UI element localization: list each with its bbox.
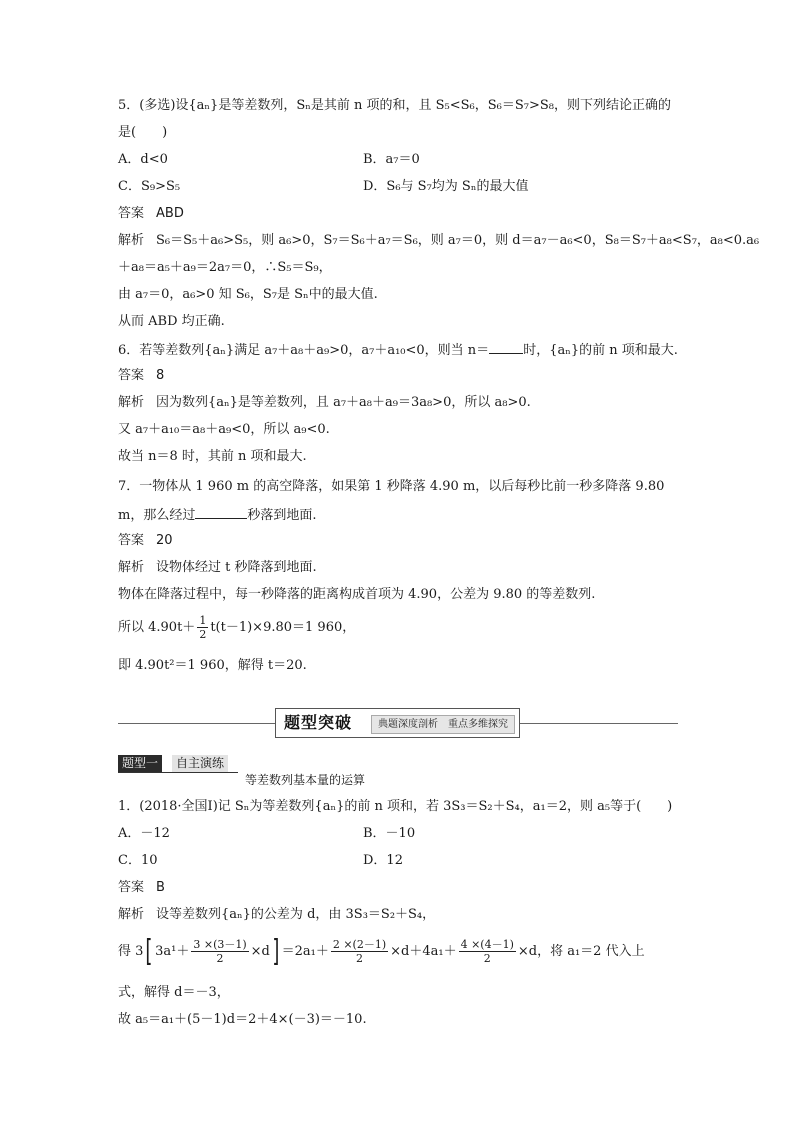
q1-answer-row: [118, 879, 165, 897]
q5-analysis-line4: 从而 ABD 均正确.: [118, 314, 225, 329]
q1-fraction-1: [191, 938, 248, 965]
q6-stem-after: 时，{aₙ}的前 n 项和最大.: [523, 343, 678, 358]
q1-fraction-2: [331, 938, 388, 965]
q1-f1-num: 3 ×(3－1): [193, 938, 247, 951]
q7-stem-before: m，那么经过: [118, 508, 196, 523]
q1-answer: B: [156, 880, 165, 895]
q1-option-d: D．12: [363, 853, 403, 868]
q1-eq-t4: ×d＋4a₁＋: [390, 944, 457, 959]
q1-option-b: B．－10: [363, 826, 416, 841]
section-banner: [275, 708, 520, 738]
q7-analysis-line4: 即 4.90t²＝1 960，解得 t＝20.: [118, 658, 307, 673]
answer-label: 答案: [118, 368, 145, 383]
q5-stem-line2: 是( ): [118, 125, 168, 140]
q5-stem-line1: 5．(多选)设{aₙ}是等差数列，Sₙ是其前 n 项的和，且 S₅<S₆，S₆＝S₇>S₈，则下列结论正确的: [118, 98, 672, 113]
q6-analysis-text1: 因为数列{aₙ}是等差数列，且 a₇＋a₈＋a₉＝3a₈>0，所以 a₈>0.: [156, 395, 531, 410]
q1-f2-den: 2: [355, 952, 363, 965]
left-bracket-icon: [: [145, 933, 153, 969]
q5-option-c: C．S₉>S₅: [118, 179, 181, 194]
q1-analysis-line4: 故 a₅＝a₁＋(5－1)d＝2＋4×(－3)＝－10.: [118, 1012, 367, 1027]
q6-analysis-line3: 故当 n＝8 时，其前 n 项和最大.: [118, 449, 307, 464]
q5-answer: ABD: [156, 206, 184, 221]
q7-analysis-line1: [118, 559, 317, 577]
q1-analysis-text1: 设等差数列{aₙ}的公差为 d，由 3S₃＝S₂＋S₄，: [156, 907, 436, 922]
q5-option-b: B．a₇＝0: [363, 152, 420, 167]
q1-eq-lead: 得 3: [118, 944, 144, 959]
q7-stem-line1: 7．一物体从 1 960 m 的高空降落，如果第 1 秒降落 4.90 m，以后每秒比前一秒多降落 9.80: [118, 479, 665, 494]
q7-frac-den: 2: [199, 628, 207, 641]
q7-stem-line2: [118, 505, 316, 525]
q6-stem-before: 6．若等差数列{aₙ}满足 a₇＋a₈＋a₉>0，a₇＋a₁₀<0，则当 n＝: [118, 343, 490, 358]
q7-eq-prefix: 所以 4.90t＋: [118, 620, 196, 635]
q1-stem: 1．(2018·全国Ⅰ)记 Sₙ为等差数列{aₙ}的前 n 项和，若 3S₃＝S₂＋S₄，a₁＝2，则 a₅等于( ): [118, 799, 673, 814]
q1-f3-num: 4 ×(4－1): [460, 938, 514, 951]
q5-option-d: D．S₆与 S₇均为 Sₙ的最大值: [363, 179, 529, 194]
q7-answer-row: [118, 532, 173, 550]
section-title: 题型突破: [284, 713, 353, 732]
q7-frac-num: 1: [199, 614, 207, 627]
topic-heading: 等差数列基本量的运算: [245, 773, 366, 787]
q1-fraction-3: [459, 938, 516, 965]
q1-option-a: A．－12: [118, 826, 170, 841]
q7-equation: [118, 614, 355, 641]
q1-eq-t1: 3a¹＋: [155, 944, 190, 959]
q7-fraction: [197, 614, 208, 641]
answer-label: 答案: [118, 533, 145, 548]
q5-option-a: A．d<0: [118, 152, 168, 167]
q1-analysis-line1: [118, 906, 435, 924]
q6-answer-row: [118, 367, 164, 385]
q6-blank: [489, 340, 523, 354]
section-subtitle: 典题深度剖析 重点多维探究: [371, 715, 515, 734]
q1-equation: [118, 934, 645, 970]
q6-analysis-line1: [118, 394, 531, 412]
q1-eq-t3: ＝2a₁＋: [281, 944, 329, 959]
analysis-label: 解析: [118, 907, 145, 922]
topic-tag-number: 题型一: [118, 755, 162, 772]
q7-eq-suffix: t(t－1)×9.80＝1 960，: [210, 620, 356, 635]
q1-option-c: C．10: [118, 853, 158, 868]
q1-eq-t2: ×d: [250, 944, 270, 959]
q6-analysis-line2: 又 a₇＋a₁₀＝a₈＋a₉<0，所以 a₉<0.: [118, 422, 330, 437]
topic-tag-label: 自主演练: [172, 755, 228, 772]
q5-analysis-line1: [118, 232, 759, 250]
q7-answer: 20: [156, 533, 173, 548]
answer-label: 答案: [118, 206, 145, 221]
q7-stem-after: 秒落到地面.: [247, 508, 317, 523]
q5-analysis-line3: 由 a₇＝0，a₆>0 知 S₆，S₇是 Sₙ中的最大值.: [118, 287, 378, 302]
answer-label: 答案: [118, 880, 145, 895]
q5-analysis-text1: S₆＝S₅＋a₆>S₅，则 a₆>0，S₇＝S₆＋a₇＝S₆，则 a₇＝0，则 d＝a₇－a₆<0，S₈＝S₇＋a₈<S₇，a₈<0.a₆: [156, 233, 760, 248]
q7-analysis-text1: 设物体经过 t 秒降落到地面.: [156, 560, 317, 575]
q1-f3-den: 2: [483, 952, 491, 965]
q5-answer-row: [118, 205, 184, 223]
analysis-label: 解析: [118, 395, 145, 410]
analysis-label: 解析: [118, 560, 145, 575]
q1-eq-t5: ×d，将 a₁＝2 代入上: [517, 944, 645, 959]
topic-tag: [118, 755, 238, 773]
right-bracket-icon: ]: [272, 933, 280, 969]
q1-f1-den: 2: [216, 952, 224, 965]
q6-stem: [118, 340, 678, 360]
q7-analysis-line2: 物体在降落过程中，每一秒降落的距离构成首项为 4.90，公差为 9.80 的等差数列.: [118, 587, 596, 602]
analysis-label: 解析: [118, 233, 145, 248]
q1-f2-num: 2 ×(2－1): [332, 938, 387, 951]
q7-blank: [195, 505, 247, 519]
q1-analysis-line3: 式，解得 d＝－3，: [118, 985, 230, 1000]
q5-analysis-line2: ＋a₈＝a₅＋a₉＝2a₇＝0，∴S₅＝S₉，: [118, 260, 332, 275]
q6-answer: 8: [156, 368, 165, 383]
